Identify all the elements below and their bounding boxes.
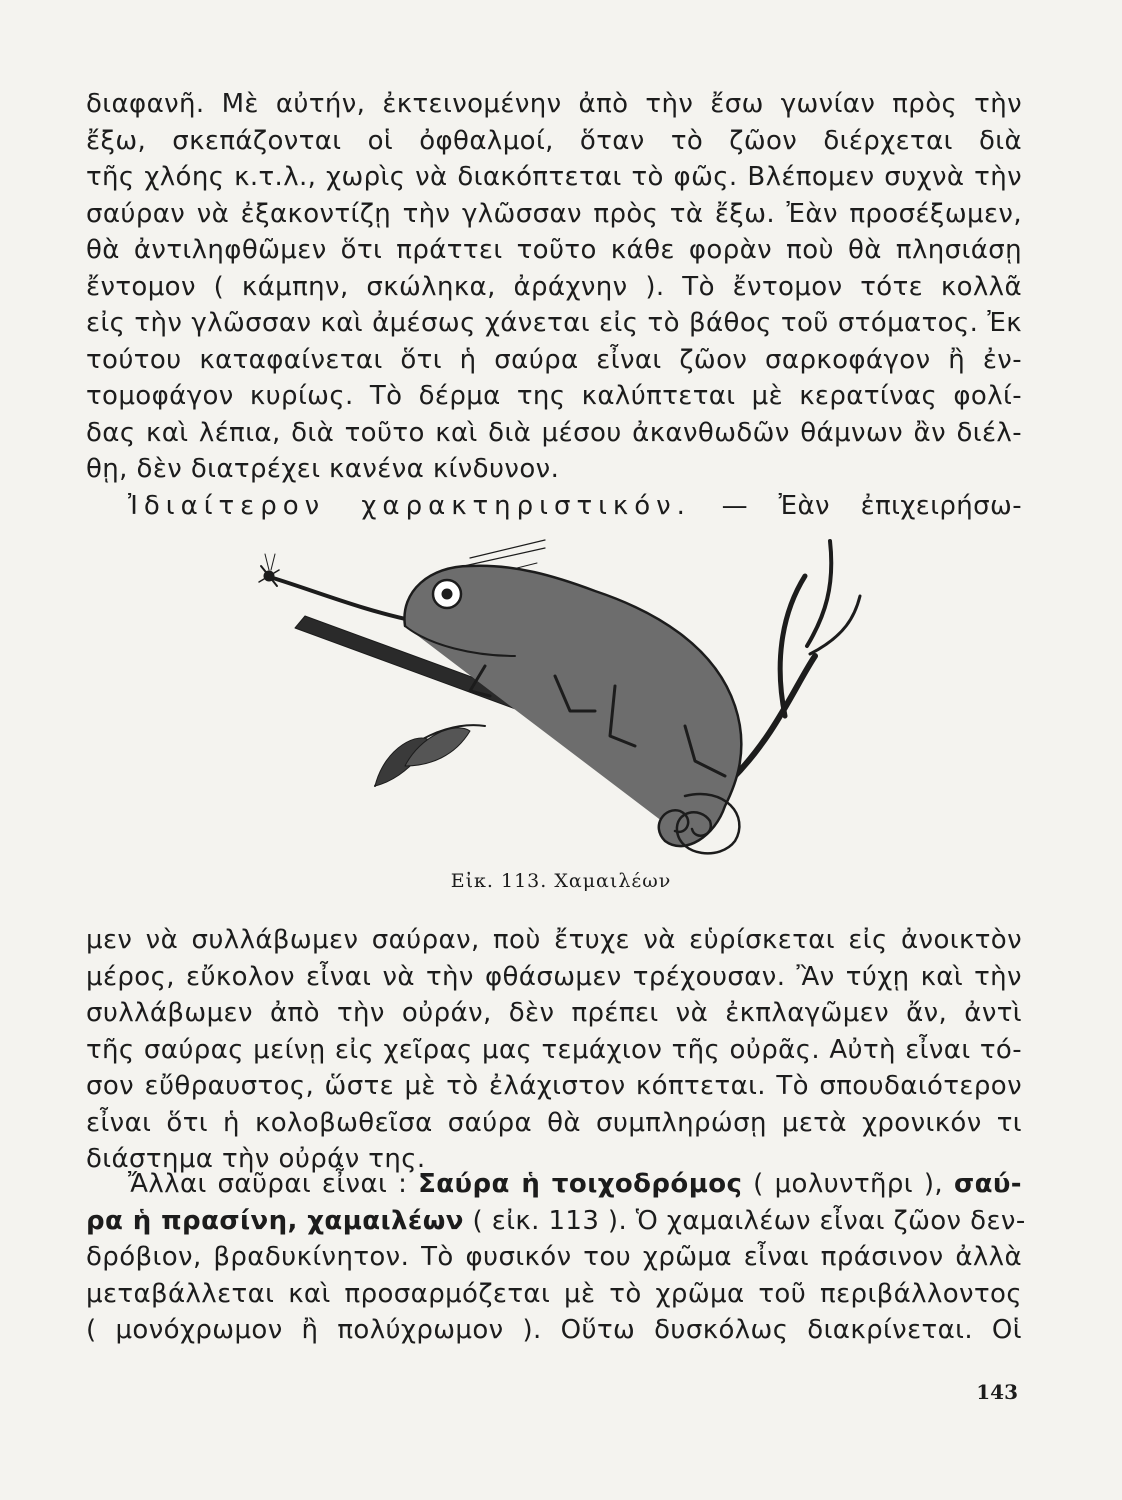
heading-continuation: — Ἐὰν ἐπιχειρήσω-	[721, 490, 1023, 521]
text-line: μεταβάλλεται καὶ προσαρμόζεται μὲ τὸ χρῶμα τοῦ περιβάλλοντος	[86, 1278, 1022, 1309]
text-line	[86, 1166, 1022, 1203]
text-line: δας καὶ λέπια, διὰ τοῦτο καὶ διὰ μέσου ἀκανθωδῶν θάμνων ἂν διέλ-	[86, 417, 1022, 448]
text-line: ( μονόχρωμον ἢ πολύχρωμον ). Οὕτω δυσκόλως διακρίνεται. Οἱ	[86, 1315, 1022, 1345]
text-line: ἔντομον ( κάμπην, σκώληκα, ἀράχνην ). Τὸ ἔντομον τότε κολλᾶ	[86, 271, 1022, 302]
text-line: σον εὔθραυστος, ὥστε μὲ τὸ ἐλάχιστον κόπτεται. Τὸ σπουδαιότερον	[86, 1071, 1022, 1101]
text-line: τῆς σαύρας μείνῃ εἰς χεῖρας μας τεμάχιον τῆς οὐρᾶς. Αὐτὴ εἶναι τό-	[86, 1034, 1022, 1065]
text-line: τούτου καταφαίνεται ὅτι ἡ σαύρα εἶναι ζῶον σαρκοφάγον ἢ ἐν-	[86, 344, 1022, 375]
figure-caption: Εἰκ. 113. Χαμαιλέων	[450, 870, 672, 892]
text-line: μεν νὰ συλλάβωμεν σαύραν, ποὺ ἔτυχε νὰ εὑρίσκεται εἰς ἀνοικτὸν	[86, 925, 1022, 955]
term-bold: Σαύρα ἡ τοιχοδρόμος	[418, 1169, 743, 1199]
section-heading: Ἰδιαίτερον χαρακτηριστικόν.	[128, 490, 691, 521]
text-line: μέρος, εὔκολον εἶναι νὰ τὴν φθάσωμεν τρέχουσαν. Ἂν τύχῃ καὶ τὴν	[86, 961, 1022, 992]
text-line: θὰ ἀντιληφθῶμεν ὅτι πράττει τοῦτο κάθε φορὰν ποὺ θὰ πλησιάσῃ	[86, 235, 1022, 265]
insect-icon	[259, 554, 279, 586]
chameleon-illustration	[255, 536, 865, 866]
text-line: συλλάβωμεν ἀπὸ τὴν οὐράν, δὲν πρέπει νὰ ἐκπλαγῶμεν ἄν, ἀντὶ	[86, 998, 1022, 1028]
text-line: εἰς τὴν γλῶσσαν καὶ ἀμέσως χάνεται εἰς τὸ βάθος τοῦ στόματος. Ἐκ	[86, 308, 1022, 338]
text-line: τομοφάγον κυρίως. Τὸ δέρμα της καλύπτεται μὲ κερατίνας φολί-	[86, 381, 1022, 411]
term-bold: ρα ἡ πρασίνη, χαμαιλέων	[86, 1205, 464, 1236]
chameleon-body	[404, 566, 741, 854]
text-line: δρόβιον, βραδυκίνητον. Τὸ φυσικόν του χρῶμα εἶναι πράσινον ἀλλὰ	[86, 1242, 1022, 1272]
text-line: θῃ, δὲν διατρέχει κανένα κίνδυνον.	[86, 454, 560, 484]
top-paragraph	[86, 86, 1022, 524]
text-line: ἔξω, σκεπάζονται οἱ ὀφθαλμοί, ὅταν τὸ ζῶον διέρχεται διὰ	[86, 125, 1022, 156]
text-line: τῆς χλόης κ.τ.λ., χωρὶς νὰ διακόπτεται τὸ φῶς. Βλέπομεν συχνὰ τὴν	[86, 162, 1022, 192]
text-span: Ἄλλαι σαῦραι εἶναι :	[128, 1169, 408, 1199]
middle-paragraph	[86, 922, 1022, 1178]
page-number: 143	[976, 1380, 1018, 1404]
text-span: ( μολυντῆρι ),	[753, 1169, 944, 1199]
bottom-paragraph	[86, 1166, 1026, 1349]
text-line: διαφανῆ. Μὲ αὐτήν, ἐκτεινομένην ἀπὸ τὴν ἔσω γωνίαν πρὸς τὴν	[86, 89, 1022, 119]
text-line: σαύραν νὰ ἐξακοντίζῃ τὴν γλῶσσαν πρὸς τὰ ἔξω. Ἐὰν προσέξωμεν,	[86, 198, 1022, 229]
text-line: διάστημα τὴν οὐράν της.	[86, 1144, 426, 1174]
term-bold: σαύ-	[953, 1169, 1022, 1199]
text-span: ( εἰκ. 113 ). Ὁ χαμαιλέων εἶναι ζῶον δεν-	[472, 1205, 1026, 1236]
text-line: εἶναι ὅτι ἡ κολοβωθεῖσα σαύρα θὰ συμπληρώσῃ μετὰ χρονικόν τι	[86, 1107, 1022, 1138]
section-heading-line	[86, 488, 1022, 525]
text-line	[86, 1203, 1026, 1240]
